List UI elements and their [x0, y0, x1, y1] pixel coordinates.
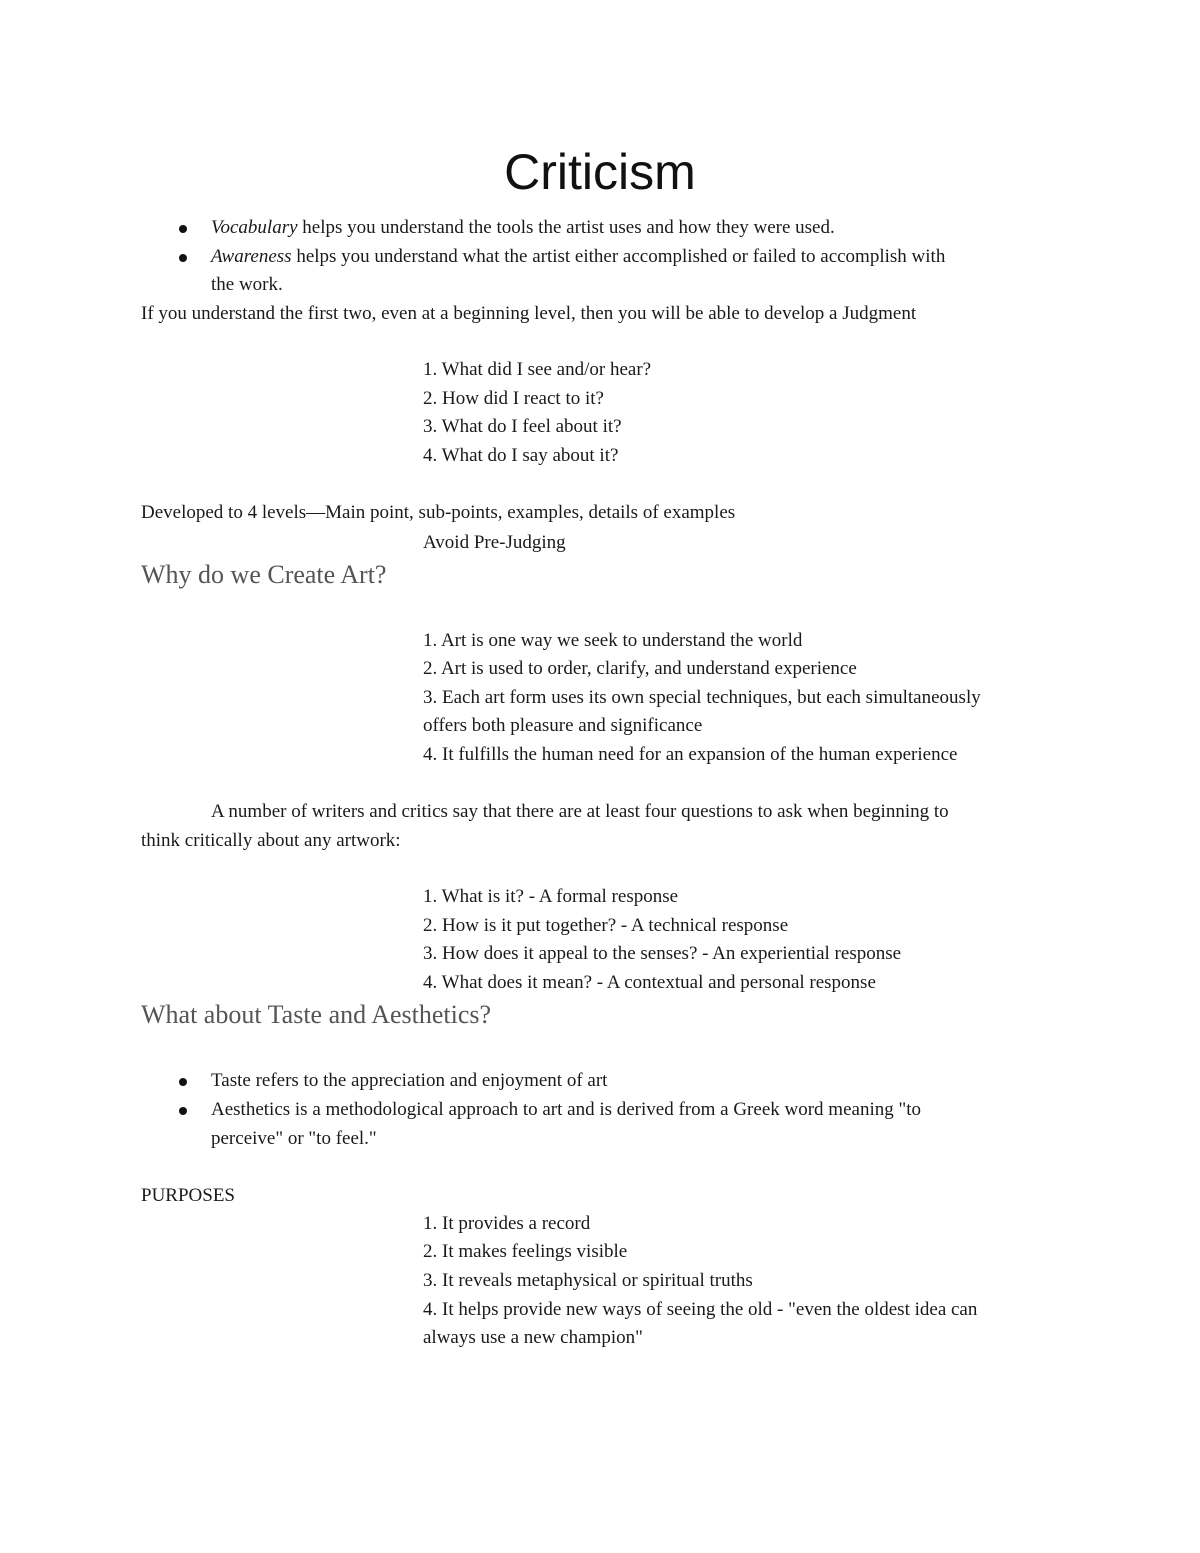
aesthetics-bullet: Aesthetics is a methodological approach to art and is derived from a Greek word meaning "to — [211, 1099, 922, 1120]
purpose-item: 4. It helps provide new ways of seeing the old - "even the oldest idea can — [423, 1299, 978, 1320]
awareness-bullet — [211, 243, 945, 271]
judgment-paragraph: If you understand the first two, even at a beginning level, then you will be able to develop a Judgment — [141, 303, 917, 324]
purpose-item-cont: always use a new champion" — [423, 1327, 643, 1348]
why-item: 3. Each art form uses its own special techniques, but each simultaneously — [423, 687, 981, 708]
purposes-label: PURPOSES — [141, 1185, 235, 1206]
bullet-icon — [179, 225, 187, 233]
judgment-question: 4. What do I say about it? — [423, 445, 619, 466]
why-item: 1. Art is one way we seek to understand the world — [423, 630, 803, 651]
avoid-prejudging: Avoid Pre-Judging — [423, 532, 566, 553]
awareness-description: helps you understand what the artist either accomplished or failed to accomplish with — [291, 246, 946, 267]
levels-paragraph: Developed to 4 levels—Main point, sub-points, examples, details of examples — [141, 502, 736, 523]
judgment-question: 2. How did I react to it? — [423, 388, 604, 409]
why-item-cont: offers both pleasure and significance — [423, 715, 703, 736]
taste-bullet: Taste refers to the appreciation and enjoyment of art — [211, 1070, 608, 1091]
aesthetics-bullet-cont: perceive" or "to feel." — [211, 1128, 377, 1149]
judgment-question: 1. What did I see and/or hear? — [423, 359, 652, 380]
purpose-item: 2. It makes feelings visible — [423, 1241, 628, 1262]
heading-taste-aesthetics: What about Taste and Aesthetics? — [141, 1000, 492, 1029]
term-vocabulary: Vocabulary — [211, 217, 298, 238]
why-item: 2. Art is used to order, clarify, and understand experience — [423, 658, 857, 679]
vocabulary-bullet — [211, 214, 835, 242]
purpose-item: 3. It reveals metaphysical or spiritual truths — [423, 1270, 753, 1291]
writers-paragraph-cont: think critically about any artwork: — [141, 830, 401, 851]
awareness-description-cont: the work. — [211, 274, 283, 295]
heading-why-create-art: Why do we Create Art? — [141, 560, 387, 589]
bullet-icon — [179, 1078, 187, 1086]
term-awareness: Awareness — [211, 246, 292, 267]
writers-paragraph: A number of writers and critics say that there are at least four questions to ask when beginning to — [211, 801, 949, 822]
purpose-item: 1. It provides a record — [423, 1213, 591, 1234]
bullet-icon — [179, 1107, 187, 1115]
page-title: Criticism — [504, 144, 696, 200]
vocabulary-description: helps you understand the tools the artist uses and how they were used. — [297, 217, 835, 238]
critic-question: 2. How is it put together? - A technical response — [423, 915, 789, 936]
critic-question: 3. How does it appeal to the senses? - An experiential response — [423, 943, 902, 964]
judgment-question: 3. What do I feel about it? — [423, 416, 622, 437]
critic-question: 1. What is it? - A formal response — [423, 886, 679, 907]
critic-question: 4. What does it mean? - A contextual and personal response — [423, 972, 876, 993]
bullet-icon — [179, 254, 187, 262]
why-item: 4. It fulfills the human need for an expansion of the human experience — [423, 744, 958, 765]
